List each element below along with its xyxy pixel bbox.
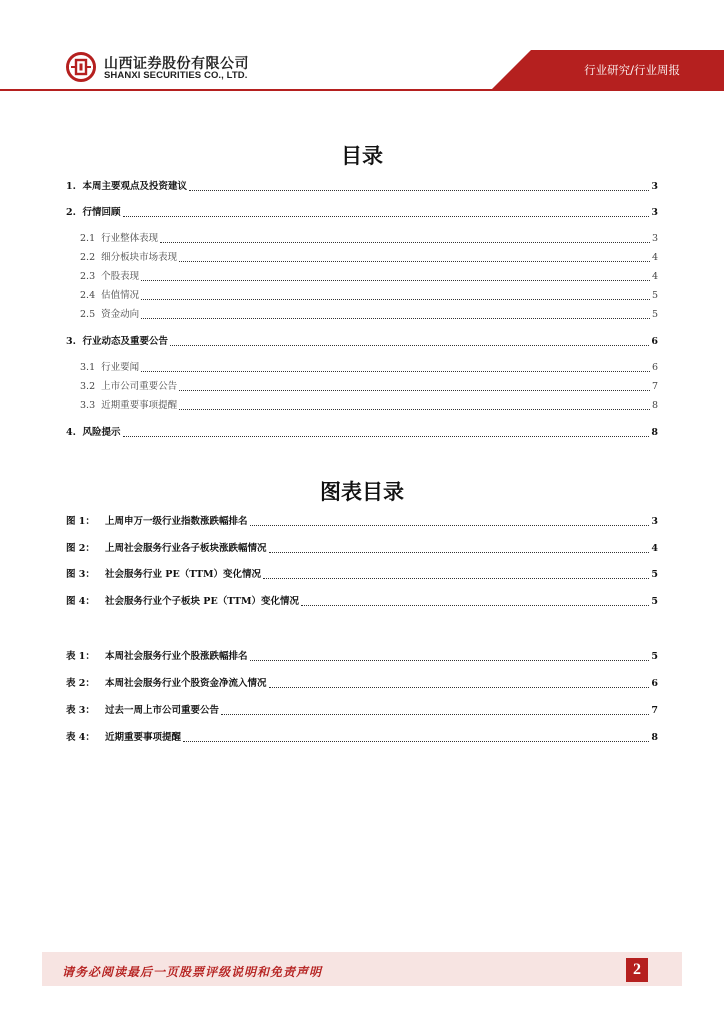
figure-entry-label: 上周申万一级行业指数涨跌幅排名 — [105, 516, 248, 527]
figure-toc-title: 图表目录 — [320, 480, 404, 504]
dot-leader — [269, 687, 650, 688]
figure-entry-number: 图 4： — [66, 596, 95, 607]
table-entry-page: 7 — [651, 705, 658, 716]
toc-entry-page: 4 — [651, 271, 658, 282]
toc-subentry[interactable] — [80, 309, 658, 321]
toc-entry-label: 资金动向 — [101, 309, 140, 320]
toc-entry-page: 3 — [651, 233, 658, 244]
figure-entry-number: 图 1： — [66, 516, 95, 527]
table-entry-number: 表 2： — [66, 678, 95, 689]
toc-entry-label: 细分板块市场表现 — [101, 252, 178, 263]
toc-subentry[interactable] — [80, 271, 658, 283]
toc-entry-label: 上市公司重要公告 — [101, 381, 178, 392]
toc-entry-page: 3 — [651, 181, 658, 192]
toc-entry-number: 1. — [66, 181, 83, 192]
dot-leader — [160, 242, 650, 243]
figure-entry-page: 3 — [651, 516, 658, 527]
shanxi-securities-logo-icon — [66, 52, 96, 82]
dot-leader — [123, 436, 650, 437]
toc-entry-page: 8 — [651, 400, 658, 411]
dot-leader — [141, 318, 650, 319]
toc-entry-label: 近期重要事项提醒 — [101, 400, 178, 411]
figure-entry-number: 图 2： — [66, 543, 95, 554]
toc-entry-number: 2.3 — [80, 271, 102, 282]
figure-entry-page: 4 — [651, 543, 658, 554]
company-name-en: SHANXI SECURITIES CO., LTD. — [104, 70, 248, 81]
dot-leader — [179, 409, 650, 410]
figure-entry[interactable] — [66, 596, 658, 608]
dot-leader — [179, 390, 650, 391]
toc-entry-page: 6 — [651, 362, 658, 373]
dot-leader — [250, 660, 650, 661]
toc-entry-page: 5 — [651, 309, 658, 320]
table-entry-page: 6 — [651, 678, 658, 689]
toc-entry-label: 本周主要观点及投资建议 — [82, 181, 188, 192]
toc-entry-number: 3.1 — [80, 362, 102, 373]
toc-entry-page: 8 — [651, 427, 658, 438]
dot-leader — [141, 280, 650, 281]
toc-entry-number: 3. — [66, 336, 83, 347]
table-entry-page: 5 — [651, 651, 658, 662]
toc-entry-number: 2.4 — [80, 290, 102, 301]
toc-entry-page: 7 — [651, 381, 658, 392]
figure-entry-label: 上周社会服务行业各子板块涨跌幅情况 — [105, 543, 267, 554]
dot-leader — [301, 605, 649, 606]
figure-entry[interactable] — [66, 569, 658, 581]
header-divider — [0, 89, 724, 91]
table-entry-label: 过去一周上市公司重要公告 — [105, 705, 220, 716]
toc-entry-label: 行情回顾 — [82, 207, 121, 218]
dot-leader — [183, 741, 649, 742]
toc-entry-label: 行业动态及重要公告 — [82, 336, 169, 347]
toc-entry-label: 风险提示 — [82, 427, 121, 438]
figure-entry-label: 社会服务行业个子板块 PE（TTM）变化情况 — [105, 596, 300, 607]
toc-entry[interactable] — [66, 336, 658, 348]
page-header — [0, 0, 724, 92]
toc-entry[interactable] — [66, 427, 658, 439]
table-entry-number: 表 1： — [66, 651, 95, 662]
dot-leader — [221, 714, 649, 715]
toc-entry-label: 估值情况 — [101, 290, 140, 301]
report-type-tag: 行业研究/行业周报 — [584, 63, 680, 77]
toc-entry-number: 2.2 — [80, 252, 102, 263]
dot-leader — [189, 190, 649, 191]
figure-entry[interactable] — [66, 516, 658, 528]
toc-subentry[interactable] — [80, 381, 658, 393]
figure-entry[interactable] — [66, 543, 658, 555]
dot-leader — [269, 552, 650, 553]
figure-entry-page: 5 — [651, 596, 658, 607]
figure-entry-label: 社会服务行业 PE（TTM）变化情况 — [105, 569, 262, 580]
disclaimer-notice: 请务必阅读最后一页股票评级说明和免责声明 — [62, 965, 323, 979]
table-entry-page: 8 — [651, 732, 658, 743]
page-number: 2 — [626, 958, 648, 982]
toc-subentry[interactable] — [80, 400, 658, 412]
toc-title: 目录 — [341, 144, 383, 168]
toc-entry-number: 3.3 — [80, 400, 102, 411]
toc-subentry[interactable] — [80, 252, 658, 264]
table-entry-label: 近期重要事项提醒 — [105, 732, 182, 743]
table-entry[interactable] — [66, 732, 658, 744]
table-entry[interactable] — [66, 678, 658, 690]
table-entry-label: 本周社会服务行业个股资金净流入情况 — [105, 678, 267, 689]
table-entry[interactable] — [66, 705, 658, 717]
toc-entry-page: 3 — [651, 207, 658, 218]
toc-entry-page: 6 — [651, 336, 658, 347]
toc-subentry[interactable] — [80, 362, 658, 374]
toc-entry-label: 行业要闻 — [101, 362, 140, 373]
dot-leader — [123, 216, 650, 217]
dot-leader — [141, 371, 650, 372]
toc-entry-page: 4 — [651, 252, 658, 263]
table-entry-number: 表 3： — [66, 705, 95, 716]
toc-entry-page: 5 — [651, 290, 658, 301]
table-entry-label: 本周社会服务行业个股涨跌幅排名 — [105, 651, 248, 662]
toc-entry-label: 个股表现 — [101, 271, 140, 282]
toc-subentry[interactable] — [80, 233, 658, 245]
toc-entry[interactable] — [66, 207, 658, 219]
company-name-cn: 山西证券股份有限公司 — [104, 56, 249, 72]
toc-entry-number: 2. — [66, 207, 83, 218]
toc-entry[interactable] — [66, 181, 658, 193]
dot-leader — [263, 578, 649, 579]
toc-entry-number: 2.1 — [80, 233, 102, 244]
dot-leader — [170, 345, 649, 346]
dot-leader — [179, 261, 650, 262]
toc-entry-number: 3.2 — [80, 381, 102, 392]
dot-leader — [250, 525, 650, 526]
toc-entry-number: 2.5 — [80, 309, 102, 320]
table-entry-number: 表 4： — [66, 732, 95, 743]
figure-entry-page: 5 — [651, 569, 658, 580]
dot-leader — [141, 299, 650, 300]
toc-subentry[interactable] — [80, 290, 658, 302]
toc-entry-label: 行业整体表现 — [101, 233, 159, 244]
table-entry[interactable] — [66, 651, 658, 663]
toc-entry-number: 4. — [66, 427, 83, 438]
figure-entry-number: 图 3： — [66, 569, 95, 580]
